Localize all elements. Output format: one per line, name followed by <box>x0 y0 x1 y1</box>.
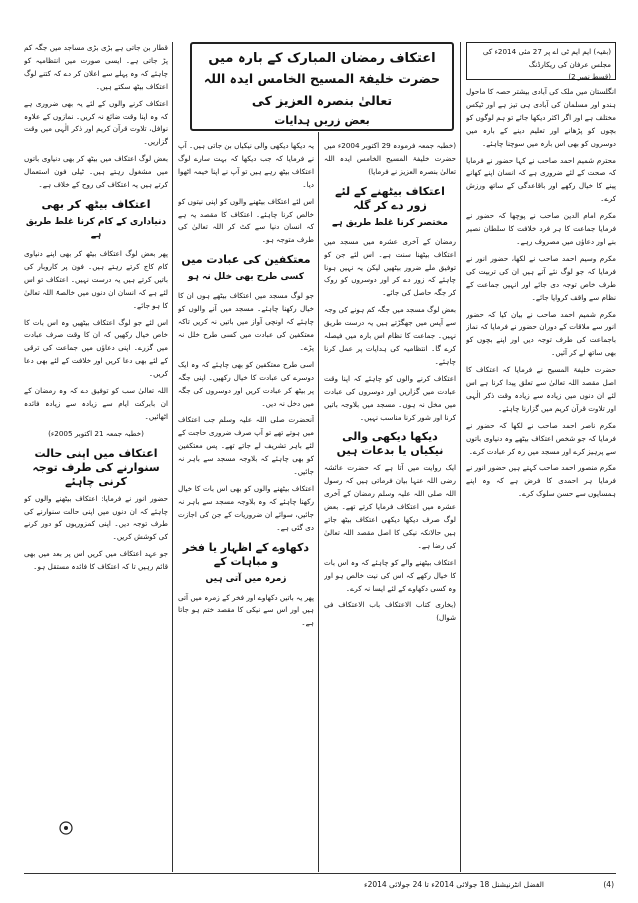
paragraph: اس لئے جو لوگ اعتکاف بیٹھیں وہ اس بات کا خاص خیال رکھیں کہ ان کا وقت صرف عبادت میں گزرے۔ اپنی دعاؤں میں جماعت کی ترقی کے لئے بھی دعا کریں اور خلافت کے لئے بھی دعا کریں۔ <box>24 317 168 379</box>
paragraph: حضور انور نے فرمایا: اعتکاف بیٹھنے والوں کو چاہئے کہ ان دنوں میں اپنی حالت سنوارنے کی طرف توجہ دیں۔ اپنی کمزوریوں کو دور کرنے کی کوشش کریں۔ <box>24 493 168 542</box>
section-heading: معتکفین کی عبادت میں <box>181 253 311 267</box>
paragraph: اسی طرح معتکفین کو بھی چاہئے کہ وہ ایک دوسرے کی عبادت کا خیال رکھیں۔ اپنی جگہ پر بیٹھ کر عبادت کریں اور دوسروں کی جگہ میں دخل نہ دیں۔ <box>178 359 314 408</box>
paragraph: جو عہد اعتکاف میں کریں اس پر بعد میں بھی قائم رہیں تا کہ اعتکاف کا فائدہ مستقل ہو۔ <box>24 549 168 572</box>
paragraph: ایک روایت میں آتا ہے کہ حضرت عائشہ رضی اللہ عنہا بیان فرماتی ہیں کہ رسول اللہ صلی اللہ علیہ وسلم رمضان کے آخری عشرہ میں اعتکاف فرمایا کرتے تھے۔ بعض لوگ صرف دیکھا دیکھی اعتکاف بیٹھ جاتے ہیں حالانکہ نیکی کا اصل مقصد اللہ تعالیٰ کی رضا ہے۔ <box>324 463 456 550</box>
section-heading: اعتکاف بیٹھ کر بھی <box>41 197 151 211</box>
page-footer <box>24 880 614 894</box>
paragraph: جو لوگ مسجد میں اعتکاف بیٹھے ہوں ان کا خیال رکھنا چاہئے۔ مسجد میں آنے والوں کو چاہئے کہ اونچی آواز میں باتیں نہ کریں تاکہ معتکفین کی عبادت میں کسی طرح خلل نہ پڑے۔ <box>178 291 314 352</box>
paragraph: محترم شمیم احمد صاحب نے کہا حضور نے فرمایا کہ صحت کے لئے ضروری ہے کہ انسان اپنے کھانے پینے کا خیال رکھے اور باقاعدگی کے ساتھ ورزش کرے۔ <box>466 155 616 204</box>
paragraph: بعض لوگ اعتکاف میں بیٹھ کر بھی دنیاوی باتوں میں مشغول رہتے ہیں۔ ٹیلی فون استعمال کرتے ہیں یہ اعتکاف کی روح کے خلاف ہے۔ <box>24 154 168 190</box>
page-number: (4) <box>603 880 614 889</box>
section-subheading: دنیاداری کے کام کرنا غلط طریق ہے <box>25 216 167 240</box>
episode-date-line: (بقیہ) ایم ایم ٹی اے پر 27 مئی 2014ء کی مجلس عرفان کی ریکارڈنگ <box>482 47 611 69</box>
paragraph: آنحضرت صلی اللہ علیہ وسلم جب اعتکاف میں ہوتے تھے تو آپ صرف ضروری حاجت کے لئے باہر تشریف لے جاتے تھے۔ پس معتکفین کو بھی چاہئے کہ بلاوجہ مسجد سے باہر نہ جائیں۔ <box>178 415 314 477</box>
paragraph: اس لئے اعتکاف بیٹھنے والوں کو اپنی نیتوں کو خالص کرنا چاہئے۔ اعتکاف کا مقصد یہ ہے کہ انسان دنیا سے کٹ کر اللہ تعالیٰ کی طرف متوجہ ہو۔ <box>178 196 314 245</box>
paragraph: اللہ تعالیٰ سب کو توفیق دے کہ وہ رمضان کے ان بابرکت ایام سے زیادہ سے زیادہ فائدہ اٹھائیں۔ <box>24 386 168 421</box>
paragraph: پھر بعض لوگ اعتکاف بیٹھ کر بھی اپنے دنیاوی کام کاج کرتے رہتے ہیں۔ فون پر کاروبار کی باتیں کرتے ہیں یہ درست نہیں۔ اعتکاف تو اس لئے ہے کہ انسان ان دنوں میں خالصۃً اللہ تعالیٰ کا ہو جائے۔ <box>24 248 168 310</box>
footer-rule <box>24 873 616 874</box>
paragraph: اعتکاف بیٹھنے والوں کو بھی اس بات کا خیال رکھنا چاہئے کہ وہ بلاوجہ مسجد سے باہر نہ جائیں، سوائے ان ضروریات کے جن کی اجازت دی گئی ہے۔ <box>178 483 314 532</box>
paragraph: اعتکاف کرنے والوں کو چاہئے کہ اپنا وقت عبادت میں گزاریں اور دوسروں کی عبادت میں مخل نہ ہوں۔ مسجد میں بلاوجہ باتیں کرنا اور شور کرنا مناسب نہیں۔ <box>324 373 456 422</box>
column-3 <box>178 140 314 870</box>
end-ornament-icon <box>58 820 74 836</box>
paragraph: اعتکاف بیٹھنے والے کو چاہئے کہ وہ اس بات کا خیال رکھے کہ اس کی نیت خالص ہو اور وہ کسی دکھاوے کے لئے ایسا نہ کرے۔ <box>324 557 456 593</box>
section-heading: دکھاوے کے اظہار یا فخر و مباہات کے <box>182 540 310 568</box>
paragraph: مکرم شمیم احمد صاحب نے بیان کیا کہ حضور انور سے ملاقات کے دوران حضور نے فرمایا کہ نماز باجماعت کی طرف توجہ دیں اور اپنے بچوں کو بھی ساتھ لے کر آئیں۔ <box>466 309 616 358</box>
article-subtitle: حضرت خلیفۃ المسیح الخامس ایدہ اللہ تعالیٰ بنصرہ العزیز کی <box>203 71 441 108</box>
article-tagline: بعض زریں ہدایات <box>274 114 370 127</box>
section-subheading: مختصر کرنا غلط طریق ہے <box>332 217 448 228</box>
section-heading: اعتکاف بیٹھنے کے لئے زور دے کر گلہ <box>335 184 445 212</box>
paragraph: بعض لوگ مسجد میں جگہ کم ہونے کی وجہ سے آپس میں جھگڑتے ہیں یہ درست طریق نہیں۔ جماعت کا نظام اس بارہ میں فیصلہ کرے گا۔ انتظامیہ کی ہدایات پر عمل کرنا چاہئے۔ <box>324 305 456 366</box>
episode-date-box <box>466 42 616 80</box>
publication-info: الفضل انٹرنیشنل 18 جولائی 2014ء تا 24 جولائی 2014ء <box>364 880 544 889</box>
paragraph: مکرم منصور احمد صاحب کہتے ہیں حضور انور نے فرمایا ہر احمدی کا فرض ہے کہ وہ اپنے ہمسایوں سے حسن سلوک کرے۔ <box>466 463 616 499</box>
paragraph: انگلستان میں ملک کی آبادی بیشتر حصہ کا ماحول ہندو اور مسلمان کی آبادی ہی تیز ہے اور ٹیکس مختلف ہے اور اگر اکثر دیکھا جائے تو ہم لوگوں کو بچوں کو پڑھانے اور تعلیم دینے کے بارہ میں دوسروں کو بھی اس بارہ میں سوچنا چاہئے۔ <box>466 87 616 148</box>
paragraph: یہ دیکھا دیکھی والی نیکیاں بن جاتی ہیں۔ آپ نے فرمایا کہ جب دیکھا کہ بہت سارے لوگ اعتکاف بیٹھ رہے ہیں تو آپ نے اپنا خیمہ اٹھوا دیا۔ <box>178 141 314 189</box>
paragraph: پھر یہ باتیں دکھاوے اور فخر کے زمرہ میں آتی ہیں اور اس سے نیکی کا مقصد ختم ہو جاتا ہے۔ <box>178 592 314 628</box>
column-2 <box>324 140 456 870</box>
paragraph: رمضان کے آخری عشرہ میں مسجد میں اعتکاف بیٹھنا سنت ہے۔ اس لئے جن کو توفیق ملے ضرور بیٹھیں لیکن یہ نہیں ہونا چاہئے کہ زور دے کر اور دوسروں کو روک کر جگہ حاصل کی جائے۔ <box>324 236 456 298</box>
section-subheading: کسی طرح بھی خلل نہ ہو <box>188 272 304 283</box>
column-divider <box>172 42 173 872</box>
paragraph: اعتکاف کرنے والوں کے لئے یہ بھی ضروری ہے کہ وہ اپنا وقت ضائع نہ کریں۔ نمازوں کے علاوہ نوافل، تلاوت قرآن کریم اور ذکر الٰہی میں وقت گزاریں۔ <box>24 98 168 147</box>
column-divider <box>318 132 319 872</box>
citation: (خطبہ جمعہ 21 اکتوبر 2005ء) <box>48 428 144 438</box>
article-title: اعتکاف رمضان المبارک کے بارہ میں <box>208 51 436 66</box>
section-heading: اعتکاف میں اپنی حالت سنوارنے کی طرف توجہ کرنی چاہئے <box>32 446 160 488</box>
paragraph: مکرم امام الدین صاحب نے پوچھا کہ حضور نے فرمایا جماعت کا ہر فرد خلافت کا سلطان نصیر بنے اور دعاؤں میں مصروف رہے۔ <box>466 211 616 246</box>
section-heading: دیکھا دیکھی والی نیکیاں یا بدعات ہیں <box>336 430 444 458</box>
section-subheading: زمرہ میں آتی ہیں <box>205 573 287 584</box>
citation: (بخاری کتاب الاعتکاف باب الاعتکاف فی شوال) <box>324 600 456 623</box>
column-4 <box>24 42 168 870</box>
column-1 <box>466 86 616 870</box>
paragraph: مکرم ناصر احمد صاحب نے لکھا کہ حضور نے فرمایا کہ جو شخص اعتکاف بیٹھے وہ دنیاوی باتوں سے پرہیز کرے اور مسجد میں رہ کر عبادت کرے۔ <box>466 420 616 456</box>
paragraph: قطار بن جاتی ہے بڑی بڑی مساجد میں جگہ کم پڑ جاتی ہے۔ ایسی صورت میں انتظامیہ کو چاہئے کہ وہ پہلے سے اعلان کر دے کہ کتنے لوگ اعتکاف بیٹھ سکتے ہیں۔ <box>24 43 168 91</box>
paragraph: حضرت خلیفۃ المسیح نے فرمایا کہ اعتکاف کا اصل مقصد اللہ تعالیٰ سے تعلق پیدا کرنا ہے اس لئے ان دنوں میں زیادہ سے زیادہ وقت ذکر الٰہی اور تلاوت قرآن کریم میں گزارنا چاہئے۔ <box>466 365 616 413</box>
paragraph: مکرم وسیم احمد صاحب نے لکھا، حضور انور نے فرمایا کہ جو لوگ نئے آتے ہیں ان کی تربیت کی طرف خاص توجہ دی جائے اور انہیں جماعت کے نظام سے واقف کروایا جائے۔ <box>466 253 616 302</box>
intro-note: (خطبہ جمعہ فرمودہ 29 اکتوبر 2004ء میں حضرت خلیفۃ المسیح الخامس ایدہ اللہ تعالیٰ بنصرہ العزیز نے فرمایا) <box>324 141 456 176</box>
article-title-box <box>190 42 454 131</box>
column-divider <box>460 42 461 872</box>
episode-part-label: (قسط نمبر 2) <box>568 73 611 81</box>
